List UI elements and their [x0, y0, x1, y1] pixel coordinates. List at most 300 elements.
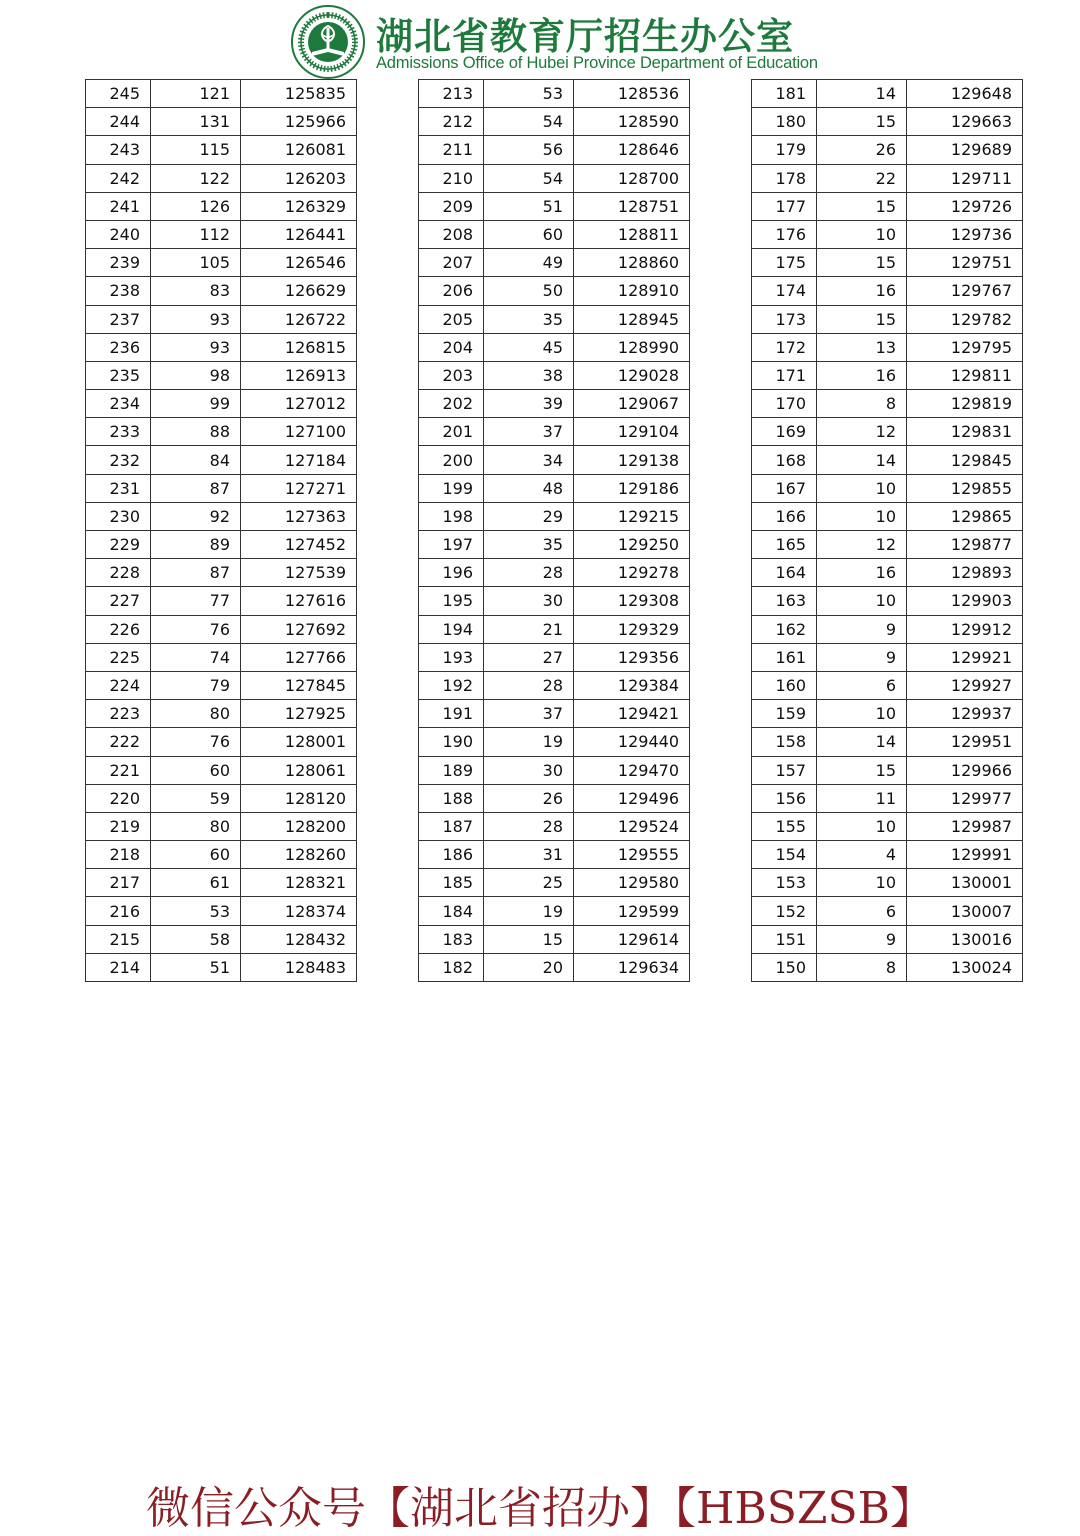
count-cell: 19 [484, 728, 574, 756]
cumulative-cell: 129977 [907, 784, 1023, 812]
cumulative-cell: 128260 [241, 841, 357, 869]
count-cell: 48 [484, 474, 574, 502]
table-row [419, 531, 690, 559]
table-row [86, 164, 357, 192]
score-cell: 239 [86, 249, 151, 277]
count-cell: 12 [817, 418, 907, 446]
count-cell: 10 [817, 700, 907, 728]
count-cell: 14 [817, 80, 907, 108]
cumulative-cell: 129689 [907, 136, 1023, 164]
table-row [86, 728, 357, 756]
count-cell: 15 [484, 925, 574, 953]
count-cell: 53 [151, 897, 241, 925]
count-cell: 83 [151, 277, 241, 305]
cumulative-cell: 128860 [574, 249, 690, 277]
score-cell: 226 [86, 615, 151, 643]
cumulative-cell: 129599 [574, 897, 690, 925]
table-row [419, 671, 690, 699]
count-cell: 15 [817, 192, 907, 220]
table-row [419, 587, 690, 615]
score-cell: 235 [86, 361, 151, 389]
cumulative-cell: 129421 [574, 700, 690, 728]
score-cell: 192 [419, 671, 484, 699]
count-cell: 16 [817, 559, 907, 587]
table-row [86, 80, 357, 108]
score-cell: 243 [86, 136, 151, 164]
count-cell: 28 [484, 671, 574, 699]
cumulative-cell: 129329 [574, 615, 690, 643]
cumulative-cell: 127184 [241, 446, 357, 474]
cumulative-cell: 128945 [574, 305, 690, 333]
table-row [86, 502, 357, 530]
table-row [419, 700, 690, 728]
cumulative-cell: 129104 [574, 418, 690, 446]
count-cell: 22 [817, 164, 907, 192]
table-row [419, 192, 690, 220]
cumulative-cell: 126815 [241, 333, 357, 361]
cumulative-cell: 129921 [907, 643, 1023, 671]
count-cell: 20 [484, 953, 574, 981]
table-row [752, 615, 1023, 643]
cumulative-cell: 129663 [907, 108, 1023, 136]
count-cell: 79 [151, 671, 241, 699]
score-cell: 228 [86, 559, 151, 587]
score-cell: 178 [752, 164, 817, 192]
count-cell: 53 [484, 80, 574, 108]
table-row [419, 474, 690, 502]
table-row [419, 756, 690, 784]
score-cell: 208 [419, 220, 484, 248]
score-cell: 186 [419, 841, 484, 869]
cumulative-cell: 126546 [241, 249, 357, 277]
score-cell: 209 [419, 192, 484, 220]
office-title-english: Admissions Office of Hubei Province Department of Education [376, 54, 818, 72]
table-row [86, 108, 357, 136]
score-cell: 227 [86, 587, 151, 615]
cumulative-cell: 129028 [574, 361, 690, 389]
count-cell: 10 [817, 812, 907, 840]
table-row [419, 333, 690, 361]
table-row [419, 136, 690, 164]
score-table-2 [418, 79, 690, 982]
cumulative-cell: 127539 [241, 559, 357, 587]
table-row [752, 220, 1023, 248]
cumulative-cell: 129966 [907, 756, 1023, 784]
score-cell: 185 [419, 869, 484, 897]
table-row [86, 756, 357, 784]
score-cell: 213 [419, 80, 484, 108]
table-row [419, 249, 690, 277]
cumulative-cell: 128590 [574, 108, 690, 136]
score-cell: 181 [752, 80, 817, 108]
table-row [86, 559, 357, 587]
count-cell: 6 [817, 897, 907, 925]
table-row [419, 897, 690, 925]
count-cell: 99 [151, 390, 241, 418]
score-cell: 157 [752, 756, 817, 784]
table-row [419, 841, 690, 869]
table-row [86, 812, 357, 840]
count-cell: 8 [817, 390, 907, 418]
score-cell: 231 [86, 474, 151, 502]
table-row [86, 249, 357, 277]
score-cell: 158 [752, 728, 817, 756]
count-cell: 122 [151, 164, 241, 192]
score-cell: 232 [86, 446, 151, 474]
table-row [752, 136, 1023, 164]
count-cell: 56 [484, 136, 574, 164]
cumulative-cell: 129795 [907, 333, 1023, 361]
table-row [86, 897, 357, 925]
cumulative-cell: 128374 [241, 897, 357, 925]
cumulative-cell: 128321 [241, 869, 357, 897]
score-cell: 176 [752, 220, 817, 248]
count-cell: 15 [817, 108, 907, 136]
score-cell: 183 [419, 925, 484, 953]
count-cell: 14 [817, 446, 907, 474]
table-row [752, 361, 1023, 389]
cumulative-cell: 130001 [907, 869, 1023, 897]
score-cell: 184 [419, 897, 484, 925]
score-cell: 244 [86, 108, 151, 136]
count-cell: 60 [151, 756, 241, 784]
cumulative-cell: 129308 [574, 587, 690, 615]
cumulative-cell: 129524 [574, 812, 690, 840]
table-row [752, 164, 1023, 192]
count-cell: 10 [817, 869, 907, 897]
score-cell: 175 [752, 249, 817, 277]
count-cell: 54 [484, 108, 574, 136]
score-cell: 236 [86, 333, 151, 361]
score-cell: 197 [419, 531, 484, 559]
count-cell: 6 [817, 671, 907, 699]
table-row [419, 80, 690, 108]
table-row [419, 277, 690, 305]
score-cell: 162 [752, 615, 817, 643]
cumulative-cell: 126629 [241, 277, 357, 305]
count-cell: 84 [151, 446, 241, 474]
count-cell: 15 [817, 305, 907, 333]
count-cell: 26 [817, 136, 907, 164]
table-row [86, 446, 357, 474]
table-row [752, 756, 1023, 784]
table-row [752, 446, 1023, 474]
cumulative-cell: 127363 [241, 502, 357, 530]
count-cell: 35 [484, 531, 574, 559]
count-cell: 80 [151, 812, 241, 840]
table-row [752, 80, 1023, 108]
cumulative-cell: 129186 [574, 474, 690, 502]
cumulative-cell: 129138 [574, 446, 690, 474]
count-cell: 131 [151, 108, 241, 136]
score-cell: 225 [86, 643, 151, 671]
count-cell: 9 [817, 615, 907, 643]
count-cell: 38 [484, 361, 574, 389]
count-cell: 126 [151, 192, 241, 220]
count-cell: 25 [484, 869, 574, 897]
score-cell: 188 [419, 784, 484, 812]
cumulative-cell: 129726 [907, 192, 1023, 220]
count-cell: 11 [817, 784, 907, 812]
table-row [86, 277, 357, 305]
score-cell: 196 [419, 559, 484, 587]
table-row [86, 869, 357, 897]
table-row [86, 361, 357, 389]
table-row [419, 446, 690, 474]
count-cell: 105 [151, 249, 241, 277]
count-cell: 93 [151, 333, 241, 361]
table-row [419, 108, 690, 136]
count-cell: 15 [817, 756, 907, 784]
count-cell: 9 [817, 925, 907, 953]
count-cell: 35 [484, 305, 574, 333]
score-cell: 217 [86, 869, 151, 897]
count-cell: 16 [817, 361, 907, 389]
cumulative-cell: 130016 [907, 925, 1023, 953]
cumulative-cell: 129356 [574, 643, 690, 671]
cumulative-cell: 129751 [907, 249, 1023, 277]
table-row [752, 784, 1023, 812]
score-cell: 234 [86, 390, 151, 418]
count-cell: 76 [151, 615, 241, 643]
cumulative-cell: 127925 [241, 700, 357, 728]
cumulative-cell: 129991 [907, 841, 1023, 869]
table-row [86, 136, 357, 164]
cumulative-cell: 129855 [907, 474, 1023, 502]
cumulative-cell: 126722 [241, 305, 357, 333]
cumulative-cell: 129711 [907, 164, 1023, 192]
table-row [86, 615, 357, 643]
count-cell: 10 [817, 587, 907, 615]
cumulative-cell: 129634 [574, 953, 690, 981]
cumulative-cell: 130007 [907, 897, 1023, 925]
score-cell: 233 [86, 418, 151, 446]
count-cell: 30 [484, 756, 574, 784]
cumulative-cell: 128910 [574, 277, 690, 305]
office-title-chinese: 湖北省教育厅招生办公室 [376, 15, 794, 58]
table-row [419, 361, 690, 389]
count-cell: 28 [484, 559, 574, 587]
table-row [86, 784, 357, 812]
score-cell: 222 [86, 728, 151, 756]
count-cell: 51 [484, 192, 574, 220]
count-cell: 14 [817, 728, 907, 756]
score-cell: 241 [86, 192, 151, 220]
table-row [86, 587, 357, 615]
score-cell: 159 [752, 700, 817, 728]
score-cell: 154 [752, 841, 817, 869]
cumulative-cell: 126081 [241, 136, 357, 164]
count-cell: 34 [484, 446, 574, 474]
score-cell: 189 [419, 756, 484, 784]
count-cell: 8 [817, 953, 907, 981]
score-cell: 207 [419, 249, 484, 277]
cumulative-cell: 129767 [907, 277, 1023, 305]
table-row [419, 784, 690, 812]
count-cell: 59 [151, 784, 241, 812]
count-cell: 16 [817, 277, 907, 305]
table-row [752, 305, 1023, 333]
table-row [752, 841, 1023, 869]
count-cell: 80 [151, 700, 241, 728]
cumulative-cell: 129250 [574, 531, 690, 559]
score-cell: 202 [419, 390, 484, 418]
cumulative-cell: 127012 [241, 390, 357, 418]
score-cell: 230 [86, 502, 151, 530]
score-cell: 150 [752, 953, 817, 981]
cumulative-cell: 126913 [241, 361, 357, 389]
score-cell: 229 [86, 531, 151, 559]
table-row [752, 249, 1023, 277]
score-cell: 220 [86, 784, 151, 812]
count-cell: 26 [484, 784, 574, 812]
cumulative-cell: 129440 [574, 728, 690, 756]
table-row [752, 531, 1023, 559]
cumulative-cell: 128990 [574, 333, 690, 361]
score-cell: 215 [86, 925, 151, 953]
cumulative-cell: 125835 [241, 80, 357, 108]
count-cell: 39 [484, 390, 574, 418]
score-cell: 170 [752, 390, 817, 418]
score-cell: 206 [419, 277, 484, 305]
table-row [86, 671, 357, 699]
table-row [419, 643, 690, 671]
cumulative-cell: 129877 [907, 531, 1023, 559]
cumulative-cell: 129215 [574, 502, 690, 530]
count-cell: 13 [817, 333, 907, 361]
cumulative-cell: 129845 [907, 446, 1023, 474]
count-cell: 115 [151, 136, 241, 164]
count-cell: 121 [151, 80, 241, 108]
table-row [752, 502, 1023, 530]
score-cell: 168 [752, 446, 817, 474]
count-cell: 31 [484, 841, 574, 869]
score-cell: 195 [419, 587, 484, 615]
table-row [752, 559, 1023, 587]
count-cell: 21 [484, 615, 574, 643]
score-cell: 171 [752, 361, 817, 389]
table-row [752, 671, 1023, 699]
table-row [419, 615, 690, 643]
table-row [86, 333, 357, 361]
score-cell: 245 [86, 80, 151, 108]
count-cell: 51 [151, 953, 241, 981]
score-cell: 169 [752, 418, 817, 446]
score-cell: 191 [419, 700, 484, 728]
count-cell: 87 [151, 474, 241, 502]
cumulative-cell: 129912 [907, 615, 1023, 643]
table-row [86, 841, 357, 869]
cumulative-cell: 129384 [574, 671, 690, 699]
table-row [86, 220, 357, 248]
count-cell: 98 [151, 361, 241, 389]
cumulative-cell: 129496 [574, 784, 690, 812]
cumulative-cell: 129648 [907, 80, 1023, 108]
score-cell: 166 [752, 502, 817, 530]
table-row [419, 418, 690, 446]
table-row [86, 953, 357, 981]
count-cell: 93 [151, 305, 241, 333]
table-row [419, 559, 690, 587]
cumulative-cell: 128700 [574, 164, 690, 192]
score-cell: 153 [752, 869, 817, 897]
cumulative-cell: 128646 [574, 136, 690, 164]
cumulative-cell: 127692 [241, 615, 357, 643]
cumulative-cell: 129278 [574, 559, 690, 587]
table-row [752, 728, 1023, 756]
count-cell: 87 [151, 559, 241, 587]
cumulative-cell: 129819 [907, 390, 1023, 418]
cumulative-cell: 128432 [241, 925, 357, 953]
cumulative-cell: 128483 [241, 953, 357, 981]
count-cell: 28 [484, 812, 574, 840]
score-cell: 240 [86, 220, 151, 248]
count-cell: 88 [151, 418, 241, 446]
score-cell: 180 [752, 108, 817, 136]
wechat-footer: 微信公众号【湖北省招办】【HBSZSB】 [146, 1483, 934, 1534]
cumulative-cell: 129865 [907, 502, 1023, 530]
table-row [419, 925, 690, 953]
score-cell: 179 [752, 136, 817, 164]
score-cell: 190 [419, 728, 484, 756]
score-cell: 193 [419, 643, 484, 671]
cumulative-cell: 129782 [907, 305, 1023, 333]
count-cell: 30 [484, 587, 574, 615]
table-row [752, 192, 1023, 220]
table-row [752, 925, 1023, 953]
count-cell: 15 [817, 249, 907, 277]
cumulative-cell: 127845 [241, 671, 357, 699]
table-row [86, 700, 357, 728]
score-cell: 200 [419, 446, 484, 474]
cumulative-cell: 127271 [241, 474, 357, 502]
table-row [752, 587, 1023, 615]
count-cell: 60 [151, 841, 241, 869]
table-row [419, 728, 690, 756]
count-cell: 9 [817, 643, 907, 671]
score-table-3 [751, 79, 1023, 982]
table-row [752, 812, 1023, 840]
score-cell: 187 [419, 812, 484, 840]
table-row [419, 502, 690, 530]
score-cell: 223 [86, 700, 151, 728]
education-seal-icon [290, 4, 366, 80]
table-row [752, 897, 1023, 925]
score-cell: 182 [419, 953, 484, 981]
cumulative-cell: 127766 [241, 643, 357, 671]
table-row [86, 418, 357, 446]
table-row [86, 643, 357, 671]
score-cell: 152 [752, 897, 817, 925]
count-cell: 45 [484, 333, 574, 361]
cumulative-cell: 129736 [907, 220, 1023, 248]
count-cell: 92 [151, 502, 241, 530]
table-row [86, 305, 357, 333]
table-row [419, 812, 690, 840]
table-row [752, 390, 1023, 418]
cumulative-cell: 129811 [907, 361, 1023, 389]
score-cell: 156 [752, 784, 817, 812]
score-cell: 167 [752, 474, 817, 502]
table-row [752, 869, 1023, 897]
count-cell: 50 [484, 277, 574, 305]
score-cell: 224 [86, 671, 151, 699]
table-row [752, 108, 1023, 136]
table-row [419, 305, 690, 333]
page-header [290, 2, 818, 78]
score-cell: 205 [419, 305, 484, 333]
count-cell: 27 [484, 643, 574, 671]
